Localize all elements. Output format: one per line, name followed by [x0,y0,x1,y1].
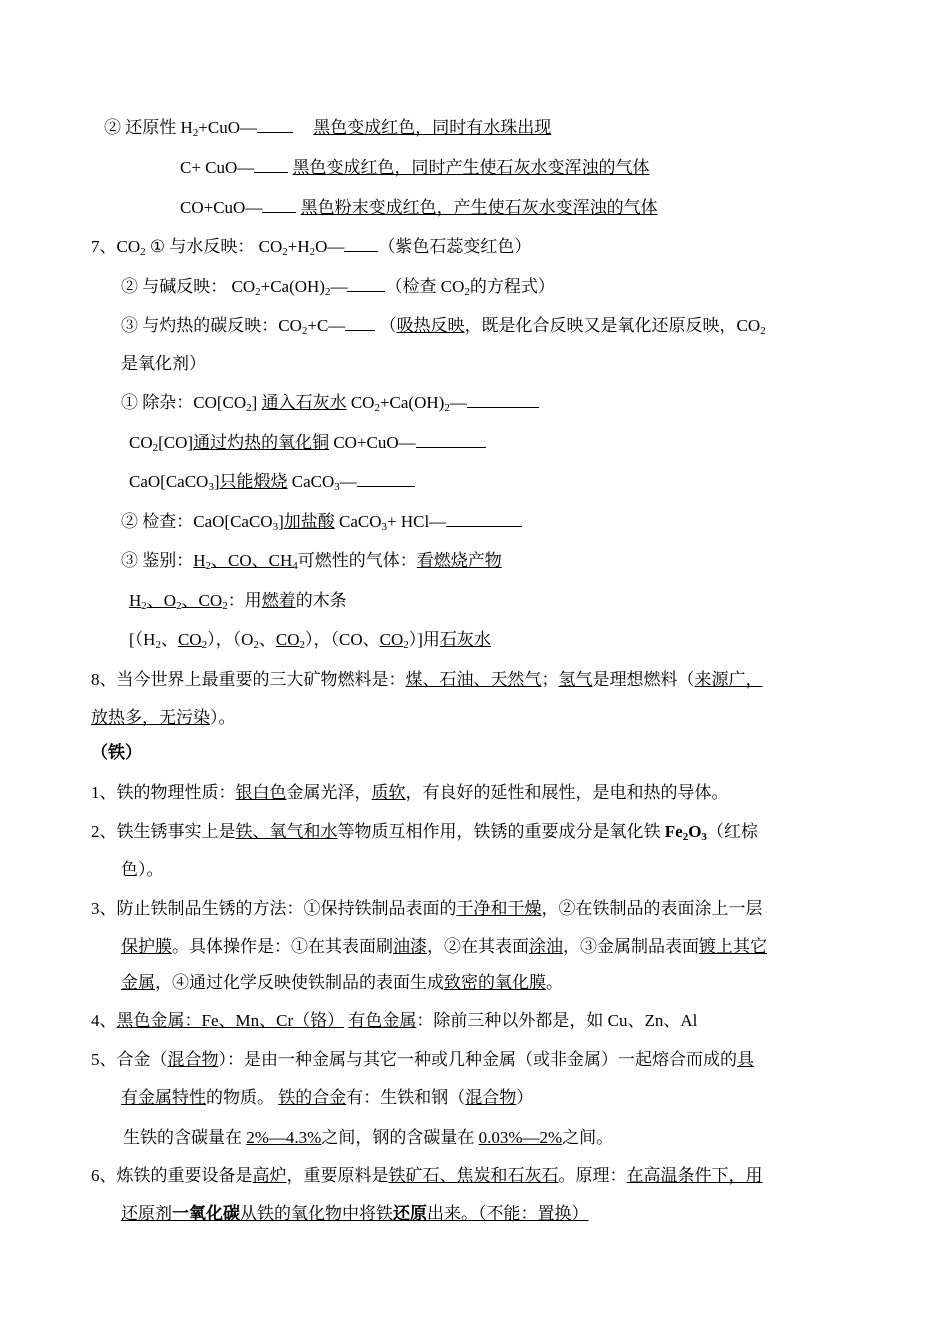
line-check: ② 检查：CaO[CaCO$_3$]加盐酸 CaCO$_3$+ HCl— [121,510,522,534]
answer-blank[interactable] [257,116,293,133]
line-identify-3: [（$H_2$、$CO_2$），（$O_2$、$CO_2$），（CO、$CO_2$）]用石灰水 [129,630,491,651]
answer-blank[interactable] [344,235,378,252]
burning-stick: 燃着 [261,591,296,610]
identify-method-combustion: 看燃烧产物 [416,551,502,570]
iron-heading: （铁） [91,743,142,762]
gases-h2-o2-co2: $H_2$、$O_2$、$CO_2$ [129,591,228,612]
answer-blank[interactable] [357,470,415,487]
purify-method-limewater: 通入石灰水 [261,393,347,412]
line-identify-1: ③ 鉴别：$H_2$、CO、$CH_4$可燃性的气体：看燃烧产物 [121,551,502,572]
line-co2-carbon: ③ 与灼热的碳反映：$CO_2+C—$ （吸热反映，既是化合反映又是氧化还原反映，$CO_2$ [121,316,766,337]
line-iron-5: 5、合金（混合物）：是由一种金属与其它一种或几种金属（或非金属）一起熔合而成的具 [91,1050,754,1069]
line-iron-4: 4、黑色金属：Fe、Mn、Cr（铬） 有色金属：除前三种以外都是，如 Cu、Zn、Al [91,1011,698,1030]
answer-blank[interactable] [347,275,385,292]
line-co2-water: 7、$CO_2$ ① 与水反映： $CO_2+H_2O—$ （紫色石蕊变红色） [91,237,532,258]
line-purify-3: CaO[CaCO$_3$]只能煅烧 CaCO$_3$— [129,470,415,494]
line-fuel-cont: 放热多，无污染）。 [91,708,236,727]
line-iron-3-cont2: 金属，④通过化学反映使铁制品的表面生成致密的氧化膜。 [121,973,563,992]
h2-reduce-label: ② 还原性 H [104,118,193,137]
line-h2-reduce: ② 还原性 $H_2+CuO—$ 黑色变成红色，同时有水珠出现 [104,118,552,139]
c-reduce-observation: 黑色变成红色，同时产生使石灰水变浑浊的气体 [292,158,650,177]
formula-fe2o3: $Fe_2O_3$ [664,822,707,843]
answer-blank[interactable] [254,156,288,173]
line-iron-6: 6、炼铁的重要设备是高炉，重要原料是铁矿石、焦炭和石灰石。原理：在高温条件下，用 [91,1166,763,1185]
identify-method-limewater: 石灰水 [439,630,491,649]
line-co2-alkali: ② 与碱反映： $CO_2+Ca(OH)_2—$ （检查 $CO_2$的方程式） [121,277,555,298]
purify-method-calcine: 只能煅烧 [219,472,288,491]
fossil-fuels: 煤、石油、天然气 [405,670,542,689]
line-iron-2-cont: 色）。 [121,860,164,879]
h2-reduce-observation: 黑色变成红色，同时有水珠出现 [313,118,552,137]
co-reduce-observation: 黑色粉末变成红色，产生使石灰水变浑浊的气体 [300,198,658,217]
c-reduce-eq: C+ CuO— [180,158,255,177]
line-iron-3-cont1: 保护膜。具体操作是：①在其表面刷油漆，②在其表面涂油，③金属制品表面镀上其它 [121,937,767,956]
line-fuel: 8、当今世界上最重要的三大矿物燃料是：煤、石油、天然气；氢气是理想燃料（来源广， [91,670,763,689]
line-iron-6-cont: 还原剂一氧化碳从铁的氧化物中将铁还原出来。（不能：置换） [121,1204,589,1223]
answer-blank[interactable] [446,510,522,527]
line-co2-carbon-cont: 是氧化剂） [121,354,206,373]
line-identify-2: $H_2$、$O_2$、$CO_2$：用燃着的木条 [129,591,347,612]
hydrogen: 氢气 [558,670,593,689]
flammable-gases: $H_2$、CO、$CH_4$ [193,551,298,572]
line-iron-3: 3、防止铁制品生锈的方法：①保持铁制品表面的干净和干燥，②在铁制品的表面涂上一层 [91,899,763,918]
h2-reduce-eq: +CuO— [198,118,257,137]
line-iron-5-cont: 有金属特性的物质。 铁的合金有：生铁和钢（混合物） [121,1088,534,1107]
line-iron-5-carbon: 生铁的含碳量在 2%—4.3%之间，钢的含碳量在 0.03%—2%之间。 [123,1128,614,1147]
answer-blank[interactable] [345,314,375,331]
line-co-reduce [180,196,658,220]
line-iron-1: 1、铁的物理性质：银白色金属光泽，质软，有良好的延性和展性，是电和热的导体。 [91,783,729,802]
answer-blank[interactable] [467,391,539,408]
endothermic-reaction: 吸热反映 [396,316,465,335]
line-c-reduce [180,156,650,180]
answer-blank[interactable] [262,196,296,213]
line-purify-1: ① 除杂：$CO[CO_2]$ 通入石灰水 $CO_2+Ca(OH)_2—$ [121,391,539,415]
check-method-hcl: 加盐酸 [283,512,335,531]
co-reduce-eq: CO+CuO— [180,198,263,217]
purify-method-cuo: 通过灼热的氧化铜 [193,433,330,452]
co2-water-note: （紫色石蕊变红色） [378,237,532,256]
answer-blank[interactable] [416,431,486,448]
line-purify-2: $CO_2[CO]$通过灼热的氧化铜 CO+CuO— [129,431,486,455]
line-iron-2: 2、铁生锈事实上是铁、氧气和水等物质互相作用，铁锈的重要成分是氧化铁 $Fe_2O_3$（红棕 [91,822,758,843]
co2-heading: 7、CO [91,237,141,256]
